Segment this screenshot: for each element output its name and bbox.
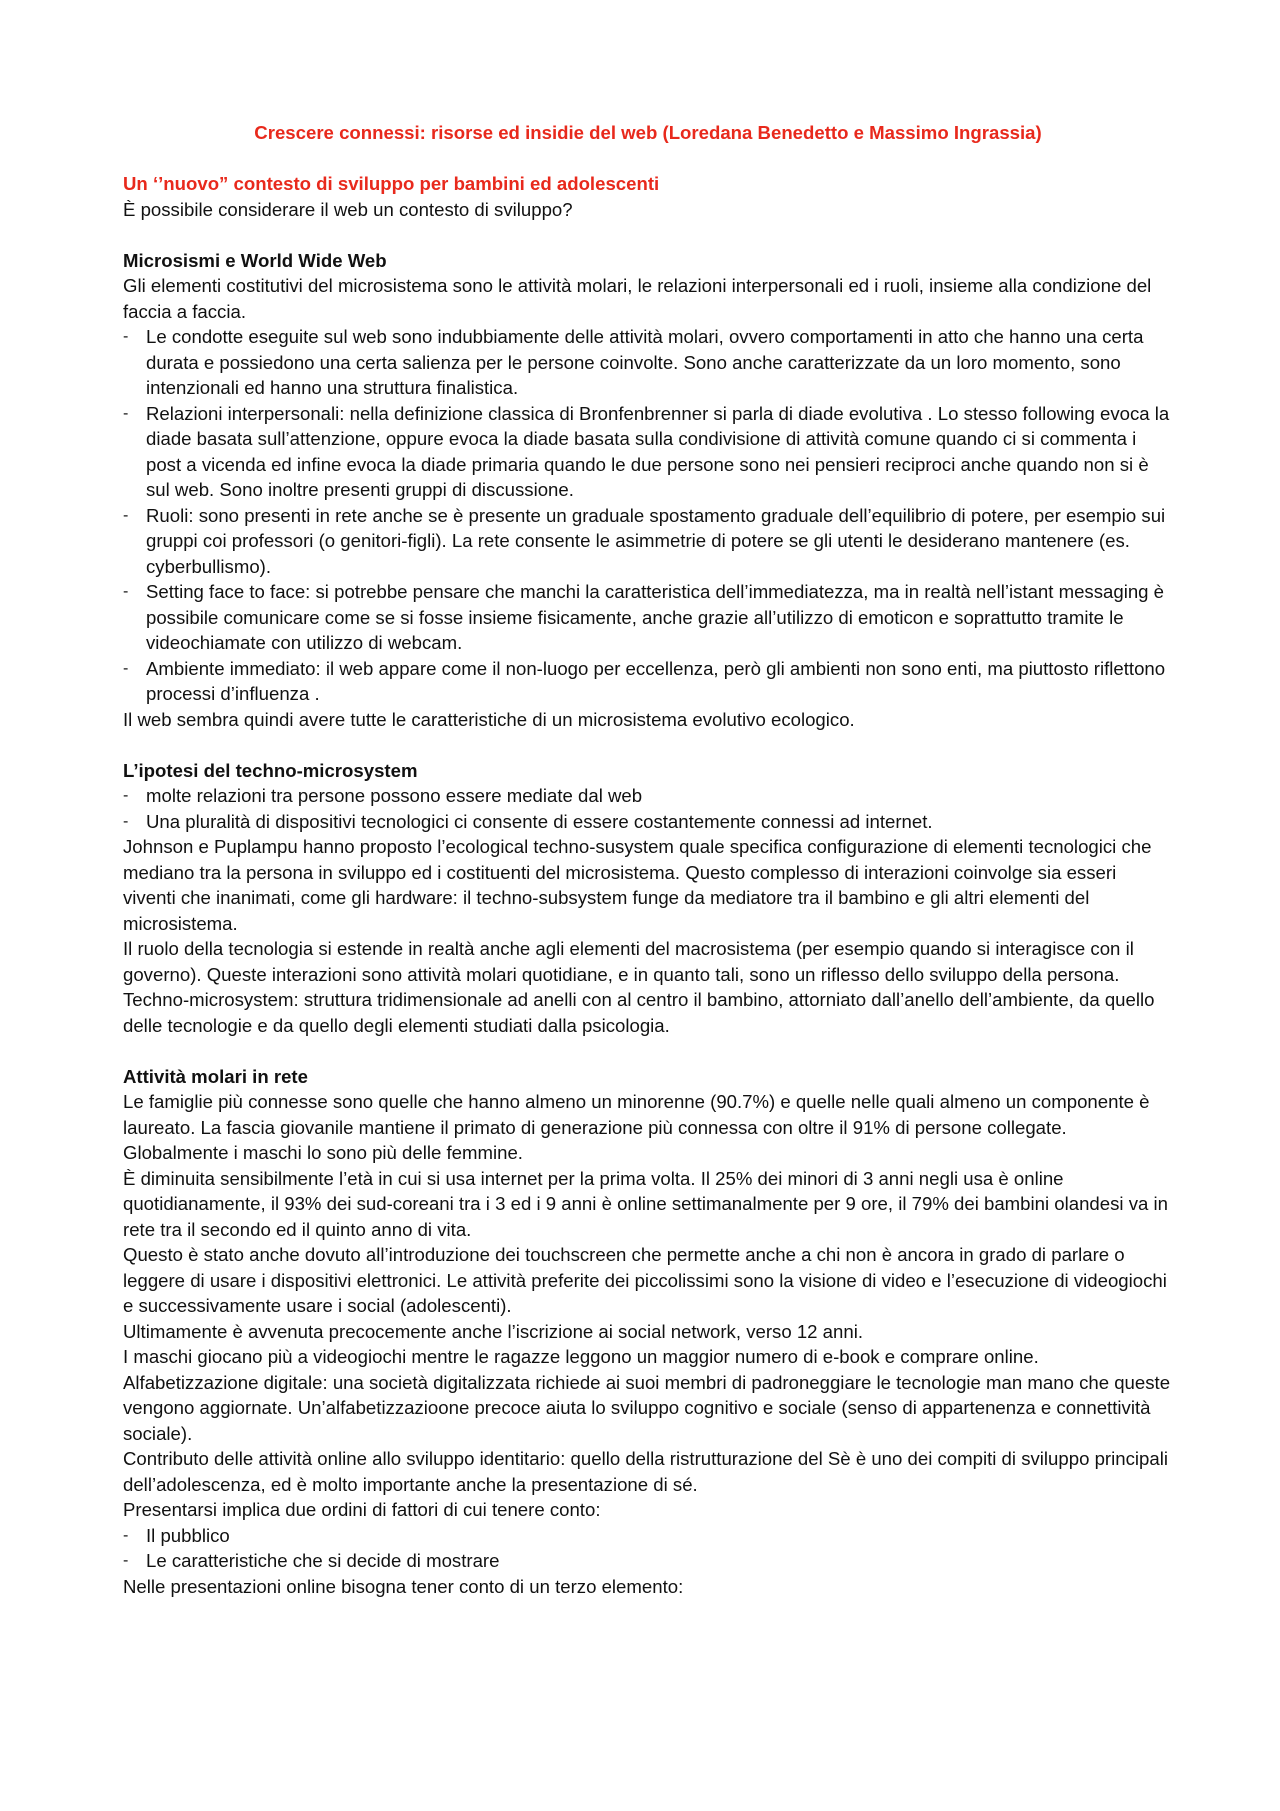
paragraph: Il web sembra quindi avere tutte le caratteristiche di un microsistema evolutivo ecologico. — [123, 708, 855, 730]
list-item-text: Ruoli: sono presenti in rete anche se è presente un graduale spostamento graduale dell’equilibrio di potere, per esempio sui gruppi coi professori (o genitori-figli). La rete consente le asimmetrie di potere se gli utenti le desiderano mantenere (es. cyberbullismo). — [146, 504, 1166, 577]
list-item-text: Setting face to face: si potrebbe pensare che manchi la caratteristica dell’immediatezza, ma in realtà nell’istant messaging è possibile comunicare come se si fosse insieme fisicamente, anche grazie all’utilizzo di emoticon e soprattutto tramite le videochiamate con utilizzo di webcam. — [146, 581, 1165, 653]
dash-bullet: - — [123, 583, 129, 600]
paragraph: Presentarsi implica due ordini di fattori di cui tenere conto: — [123, 1499, 601, 1520]
document-title: Crescere connessi: risorse ed insidie del web (Loredana Benedetto e Massimo Ingrassia) — [254, 122, 1042, 143]
list-item-text: molte relazioni tra persone possono essere mediate dal web — [146, 785, 643, 806]
list-item — [123, 503, 1173, 580]
section-microsystems — [123, 248, 1173, 733]
paragraph: I maschi giocano più a videogiochi mentre le ragazze leggono un maggior numero di e-book e comprare online. — [123, 1346, 1039, 1367]
section-heading: Un ‘’nuovo” contesto di sviluppo per bambini ed adolescenti — [123, 173, 660, 194]
paragraph: È diminuita sensibilmente l’età in cui si usa internet per la prima volta. Il 25% dei minori di 3 anni negli usa è online quotidianamente, il 93% dei sud-coreani tra i 3 ed i 9 anni è online settimanalmente per 9 ore, il 79% dei bambini olandesi va in rete tra il secondo ed il quinto anno di vita. — [123, 1167, 1168, 1240]
list-item — [123, 1523, 1173, 1549]
list-item-text: Una pluralità di dispositivi tecnologici ci consente di essere costantemente connessi ad internet. — [146, 810, 933, 832]
dash-bullet: - — [123, 328, 129, 345]
list-item — [123, 1548, 1173, 1574]
bullet-list — [123, 1523, 1173, 1574]
dash-bullet: - — [123, 659, 129, 677]
list-item-text: Le caratteristiche che si decide di mostrare — [146, 1550, 500, 1571]
section-new-context — [123, 171, 1173, 222]
list-item-text: Le condotte eseguite sul web sono indubbiamente delle attività molari, ovvero comportamenti in atto che hanno una certa durata e possiedono una certa salienza per le persone coinvolte. Sono anche caratterizzate da un loro momento, sono intenzionali ed hanno una struttura finalistica. — [146, 326, 1144, 398]
document-page — [123, 120, 1173, 1625]
section-techno-microsystem — [123, 758, 1173, 1039]
list-item-text: Il pubblico — [146, 1524, 230, 1546]
section-heading: Attività molari in rete — [123, 1065, 308, 1087]
section-heading: L’ipotesi del techno-microsystem — [123, 759, 418, 781]
paragraph: Il ruolo della tecnologia si estende in realtà anche agli elementi del macrosistema (per esempio quando si interagisce con il governo). Queste interazioni sono attività molari quotidiane, e in quanto tali, sono un riflesso dello sviluppo della persona. — [123, 938, 1134, 985]
list-item — [123, 324, 1173, 401]
list-item — [123, 401, 1173, 503]
dash-bullet: - — [123, 1552, 129, 1569]
paragraph: Nelle presentazioni online bisogna tener conto di un terzo elemento: — [123, 1575, 684, 1597]
dash-bullet: - — [123, 1526, 129, 1544]
list-item — [123, 579, 1173, 656]
dash-bullet: - — [123, 812, 129, 830]
list-item-text: Ambiente immediato: il web appare come il non-luogo per eccellenza, però gli ambienti non sono enti, ma piuttosto riflettono processi d’influenza . — [146, 657, 1166, 704]
list-item — [123, 656, 1173, 707]
list-item — [123, 809, 1173, 835]
paragraph: Contributo delle attività online allo sviluppo identitario: quello della ristrutturazione del Sè è uno dei compiti di sviluppo principali dell’adolescenza, ed è molto importante anche la presentazione di sé. — [123, 1448, 1168, 1495]
paragraph: Questo è stato anche dovuto all’introduzione dei touchscreen che permette anche a chi non è ancora in grado di parlare o leggere di usare i dispositivi elettronici. Le attività preferite dei piccolissimi sono la visione di video e l’esecuzione di videogiochi e successivamente usare i social (adolescenti). — [123, 1244, 1167, 1316]
paragraph: Techno-microsystem: struttura tridimensionale ad anelli con al centro il bambino, attorniato dall’anello dell’ambiente, da quello delle tecnologie e da quello degli elementi studiati dalla psicologia. — [123, 989, 1155, 1036]
paragraph: È possibile considerare il web un contesto di sviluppo? — [123, 198, 573, 220]
paragraph: Gli elementi costitutivi del microsistema sono le attività molari, le relazioni interpersonali ed i ruoli, insieme alla condizione del faccia a faccia. — [123, 275, 1152, 322]
list-item — [123, 783, 1173, 809]
dash-bullet: - — [123, 506, 129, 524]
list-item-text: Relazioni interpersonali: nella definizione classica di Bronfenbrenner si parla di diade evolutiva . Lo stesso following evoca la diade basata sull’attenzione, oppure evoca la diade basata sulla condivisione di attività comune quando ci si commenta i post a vicenda ed infine evoca la diade primaria quando le due persone sono nei pensieri reciproci anche quando non si è sul web. Sono inoltre presenti gruppi di discussione. — [146, 402, 1170, 500]
paragraph: Ultimamente è avvenuta precocemente anche l’iscrizione ai social network, verso 12 anni. — [123, 1320, 863, 1342]
dash-bullet: - — [123, 787, 129, 804]
section-molar-activities — [123, 1064, 1173, 1600]
bullet-list — [123, 783, 1173, 834]
bullet-list — [123, 324, 1173, 707]
paragraph: Johnson e Puplampu hanno proposto l’ecological techno-susystem quale specifica configurazione di elementi tecnologici che mediano tra la persona in sviluppo ed i costituenti del microsistema. Questo complesso di interazioni coinvolge sia esseri viventi che inanimati, come gli hardware: il techno-subsystem funge da mediatore tra il bambino e gli altri elementi del microsistema. — [123, 836, 1152, 934]
paragraph: Alfabetizzazione digitale: una società digitalizzata richiede ai suoi membri di padroneggiare le tecnologie man mano che queste vengono aggiornate. Un’alfabetizzazioone precoce aiuta lo sviluppo cognitivo e sociale (senso di appartenenza e connettività sociale). — [123, 1371, 1171, 1444]
paragraph: Le famiglie più connesse sono quelle che hanno almeno un minorenne (90.7%) e quelle nelle quali almeno un componente è laureato. La fascia giovanile mantiene il primato di generazione più connessa con oltre il 91% di persone collegate. Globalmente i maschi lo sono più delle femmine. — [123, 1091, 1150, 1163]
dash-bullet: - — [123, 404, 129, 422]
section-heading: Microsismi e World Wide Web — [123, 249, 387, 271]
